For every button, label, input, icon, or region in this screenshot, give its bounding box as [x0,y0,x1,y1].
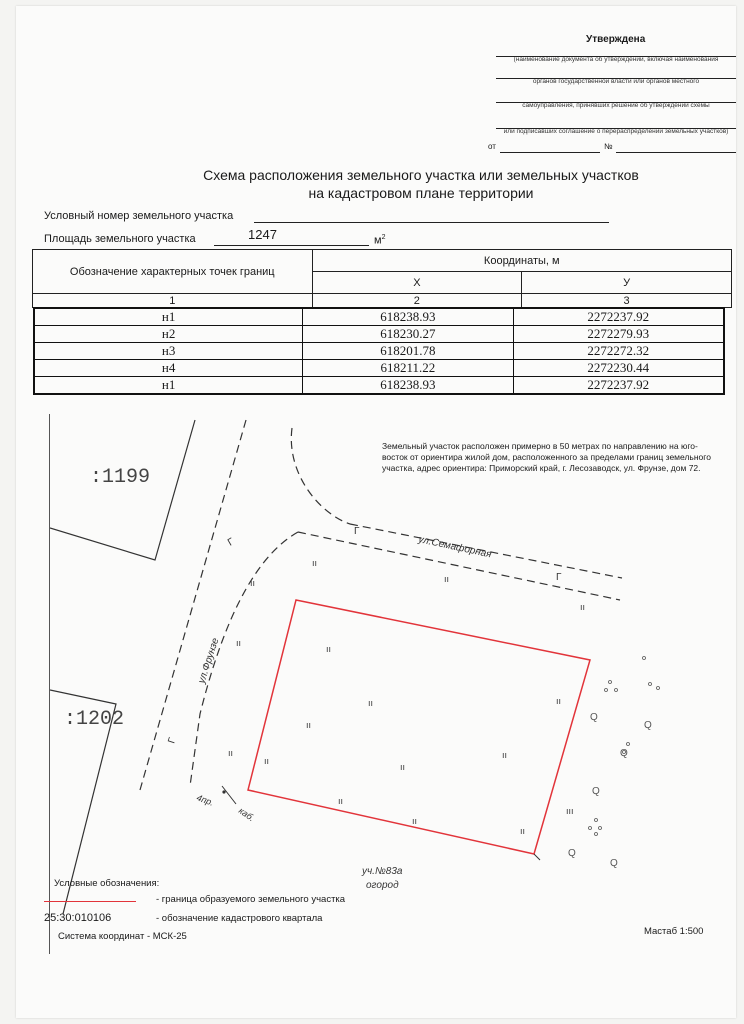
area-unit: $м^2$ [374,234,386,247]
header-coords: Координаты, м [312,250,732,272]
header-x: X [312,272,522,294]
map-area [49,414,744,954]
grass-mark: ıı [556,696,562,706]
x-cell: 618230.27 [303,326,513,343]
legend-quarter-code: 25:30:010106 [44,912,112,924]
y-cell: 2272237.92 [513,308,724,326]
grass-mark: ıı [250,578,256,588]
x-cell: 618201.78 [303,343,513,360]
tree-mark: Q [592,786,600,797]
y-cell: 2272279.93 [513,326,724,343]
coords-header-table [32,249,732,308]
street-semafornaya-edge-north-corner [291,428,350,524]
col-number-2: 2 [312,294,522,308]
legend-item-quarter: - обозначение кадастрового квартала [156,913,323,924]
coord-row [34,308,724,326]
approval-title: Утверждена [586,34,646,45]
approval-from-label: от [488,142,496,151]
area-label: Площадь земельного участка [44,233,196,245]
x-cell: 618211.22 [303,360,513,377]
neighbor-use: огород [366,880,399,891]
street-semafornaya-label: ул.Семафорная [417,534,493,561]
kad-label: каб. [236,805,257,824]
location-note: Земельный участок расположен примерно в 50 метрах по направлению на юго-восток от ориентира жилой дом, расположенного за пределами границ земельного участка, адрес ориентира: Приморский край, г. Лесозаводск, ул. Фрунзе, дом 72. [382,441,711,473]
approval-number-label: № [604,142,613,151]
approval-line-4: или подписавших соглашение о перераспределении земельных участков) [503,128,729,135]
grass-mark: ıı [338,796,344,806]
tree-mark: Q [620,748,628,759]
grass-mark: ıı [444,574,450,584]
tree-mark: Q [644,720,652,731]
coord-row [34,377,724,395]
parcel-boundary [248,600,590,854]
coord-row [34,326,724,343]
col-number-3: 3 [522,294,732,308]
approval-line-2: органов государственной власти или органов местного [532,78,700,85]
area-value: 1247 [248,227,277,242]
grass-mark: ıı [400,762,406,772]
parcel-1199-label: :1199 [90,466,151,489]
point-cell: н1 [34,308,303,326]
grass-mark: ıı [236,638,242,648]
col-number-1: 1 [33,294,313,308]
grass-mark: ıı [580,602,586,612]
coord-system: Система координат - МСК-25 [58,931,187,942]
legend-boundary-swatch [44,901,136,902]
cond-number-label: Условный номер земельного участка [44,210,234,222]
street-frunze-label: ул.Фрунзе [196,636,222,685]
bush-mark: ııı [566,806,574,816]
grass-mark: ıı [368,698,374,708]
map-scale: Мастаб 1:500 [644,926,704,937]
legend-item-boundary: - граница образуемого земельного участка [156,894,346,905]
neighbor-label: уч.№83а [362,866,403,877]
approval-line-3: самоуправления, принявших решение об утверждении схемы [522,102,710,109]
point-cell: н4 [34,360,303,377]
header-points: Обозначение характерных точек границ [33,250,313,294]
point-cell: н1 [34,377,303,395]
grass-mark: ıı [502,750,508,760]
point-cell: н3 [34,343,303,360]
parcel-1202-label: :1202 [64,708,125,731]
x-cell: 618238.93 [303,377,513,395]
y-cell: 2272237.92 [513,377,724,395]
grass-mark: ıı [312,558,318,568]
g-mark-3: Г [556,572,562,583]
g-mark-2: Г [354,526,360,537]
lane-4pr-line [222,786,236,804]
coord-row [34,360,724,377]
grass-mark: ıı [306,720,312,730]
grass-mark: ıı [228,748,234,758]
title-line-1: Схема расположения земельного участка или земельных участков [203,167,639,183]
header-y: У [522,272,732,294]
x-cell: 618238.93 [303,308,513,326]
grass-mark: ıı [412,816,418,826]
tree-mark: Q [568,848,576,859]
street-frunze-edge-west [140,420,246,790]
legend-title: Условные обозначения: [54,878,160,889]
shrub-dots [589,657,660,836]
coord-row [34,343,724,360]
g-mark-1: Г [226,536,237,549]
title-line-2: на кадастровом плане территории [308,185,534,201]
document-sheet [16,6,736,1018]
grass-mark: ıı [520,826,526,836]
tree-mark: Q [610,858,618,869]
approval-line-1: (наименование документа об утверждении, включая наименования [513,56,719,63]
lane-4pr-label: 4пр. [195,792,216,808]
cadastral-map [50,414,744,954]
tree-mark: Q [590,712,598,723]
grass-mark: ıı [264,756,270,766]
y-cell: 2272230.44 [513,360,724,377]
grass-mark: ıı [326,644,332,654]
document-title [156,166,686,202]
parcel-1199-boundary [50,420,195,560]
y-cell: 2272272.32 [513,343,724,360]
g-mark-4: Г [166,736,179,745]
point-cell: н2 [34,326,303,343]
coords-table [33,307,725,395]
